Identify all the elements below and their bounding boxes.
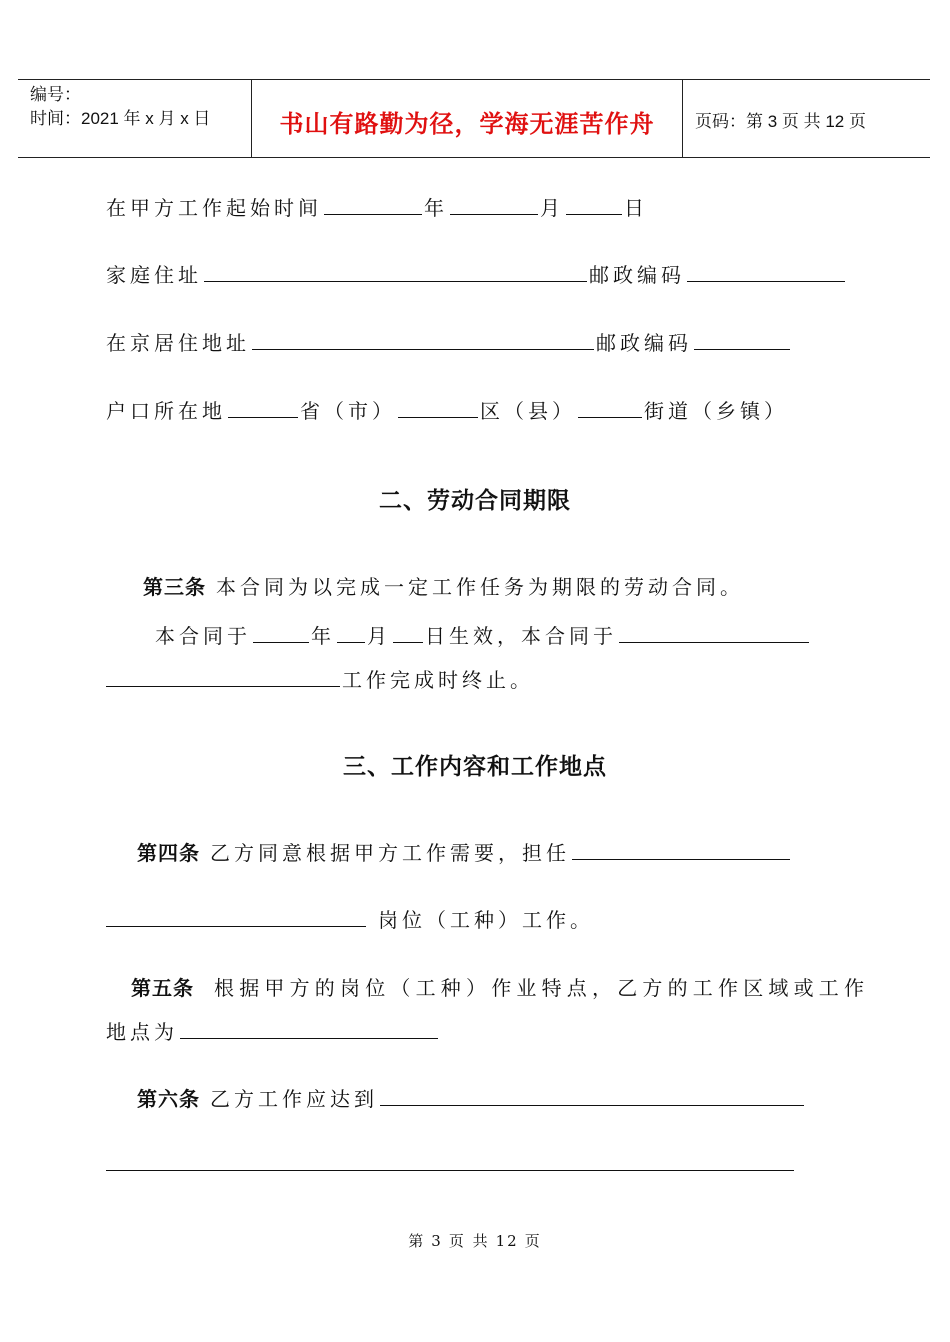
position-continued-blank[interactable] [106, 908, 366, 927]
end-line [106, 664, 534, 693]
article-5-title: 第五条 [131, 976, 194, 1000]
article-5-line-2-text: 地点为 [106, 1020, 178, 1044]
article-3-title: 第三条 [143, 575, 206, 599]
article-5-text: 根据甲方的岗位（工种）作业特点，乙方的工作区域或工作 [214, 976, 870, 1000]
article-6-title: 第六条 [137, 1087, 200, 1111]
article-4-text: 乙方同意根据甲方工作需要，担任 [210, 841, 570, 865]
district-blank[interactable] [398, 399, 478, 418]
end-text: 工作完成时终止。 [342, 668, 534, 692]
beijing-address-line [106, 327, 792, 356]
home-address-line [106, 259, 847, 288]
page-footer [0, 1230, 950, 1251]
day-blank[interactable] [566, 196, 622, 215]
task-blank[interactable] [619, 624, 809, 643]
footer-prefix: 第 [408, 1232, 426, 1250]
standard-continued-blank[interactable] [106, 1170, 794, 1171]
start-time-label: 在甲方工作起始时间 [106, 196, 322, 220]
footer-mid: 页 共 [448, 1232, 490, 1250]
article-6-text: 乙方工作应达到 [210, 1087, 378, 1111]
position-blank[interactable] [572, 841, 790, 860]
year-blank[interactable] [324, 196, 422, 215]
task-continued-blank[interactable] [106, 668, 340, 687]
hukou-label: 户口所在地 [106, 399, 226, 423]
article-5 [131, 972, 869, 1001]
effective-month-label: 月 [367, 624, 391, 648]
district-label: 区（县） [480, 399, 576, 423]
footer-total-pages: 12 [495, 1232, 519, 1250]
month-blank[interactable] [450, 196, 538, 215]
effective-year-label: 年 [311, 624, 335, 648]
document-number-label: 编号： [30, 85, 81, 104]
effective-date-line [155, 620, 811, 649]
street-label: 街道（乡镇） [644, 399, 788, 423]
day-label: 日 [624, 196, 648, 220]
article-4-tail: 岗位（工种）工作。 [378, 908, 594, 932]
section-3-title: 三、工作内容和工作地点 [343, 754, 607, 780]
beijing-postcode-blank[interactable] [694, 331, 790, 350]
article-4-title: 第四条 [137, 841, 200, 865]
header-page-info: 页码：第 3 页 共 12 页 [695, 112, 866, 131]
province-label: 省（市） [300, 399, 396, 423]
section-2-title: 二、劳动合同期限 [379, 488, 571, 514]
start-time-line [106, 192, 648, 221]
article-4 [137, 837, 792, 866]
home-postcode-label: 邮政编码 [589, 263, 685, 287]
footer-suffix: 页 [524, 1232, 542, 1250]
effective-year-blank[interactable] [253, 624, 309, 643]
home-address-label: 家庭住址 [106, 263, 202, 287]
article-6 [137, 1083, 806, 1112]
article-3-text: 本合同为以完成一定工作任务为期限的劳动合同。 [216, 575, 744, 599]
effective-day-text: 日生效，本合同于 [425, 624, 617, 648]
header-meta [30, 83, 210, 131]
work-location-blank[interactable] [180, 1020, 438, 1039]
year-label: 年 [424, 196, 448, 220]
footer-page-number: 3 [431, 1232, 443, 1250]
home-address-blank[interactable] [204, 263, 587, 282]
home-postcode-blank[interactable] [687, 263, 845, 282]
beijing-address-blank[interactable] [252, 331, 594, 350]
article-5-line-2 [106, 1016, 440, 1045]
street-blank[interactable] [578, 399, 642, 418]
standard-blank[interactable] [380, 1087, 804, 1106]
document-time: 时间：2021 年 x 月 x 日 [30, 109, 211, 128]
header-motto: 书山有路勤为径，学海无涯苦作舟 [279, 110, 655, 138]
beijing-address-label: 在京居住地址 [106, 331, 250, 355]
article-3 [143, 571, 744, 600]
effective-day-blank[interactable] [393, 624, 423, 643]
effective-prefix: 本合同于 [155, 624, 251, 648]
beijing-postcode-label: 邮政编码 [596, 331, 692, 355]
province-blank[interactable] [228, 399, 298, 418]
article-4-line-2 [106, 904, 594, 933]
page-header [18, 79, 930, 158]
effective-month-blank[interactable] [337, 624, 365, 643]
hukou-line [106, 395, 788, 424]
month-label: 月 [540, 196, 564, 220]
header-divider [682, 80, 683, 157]
